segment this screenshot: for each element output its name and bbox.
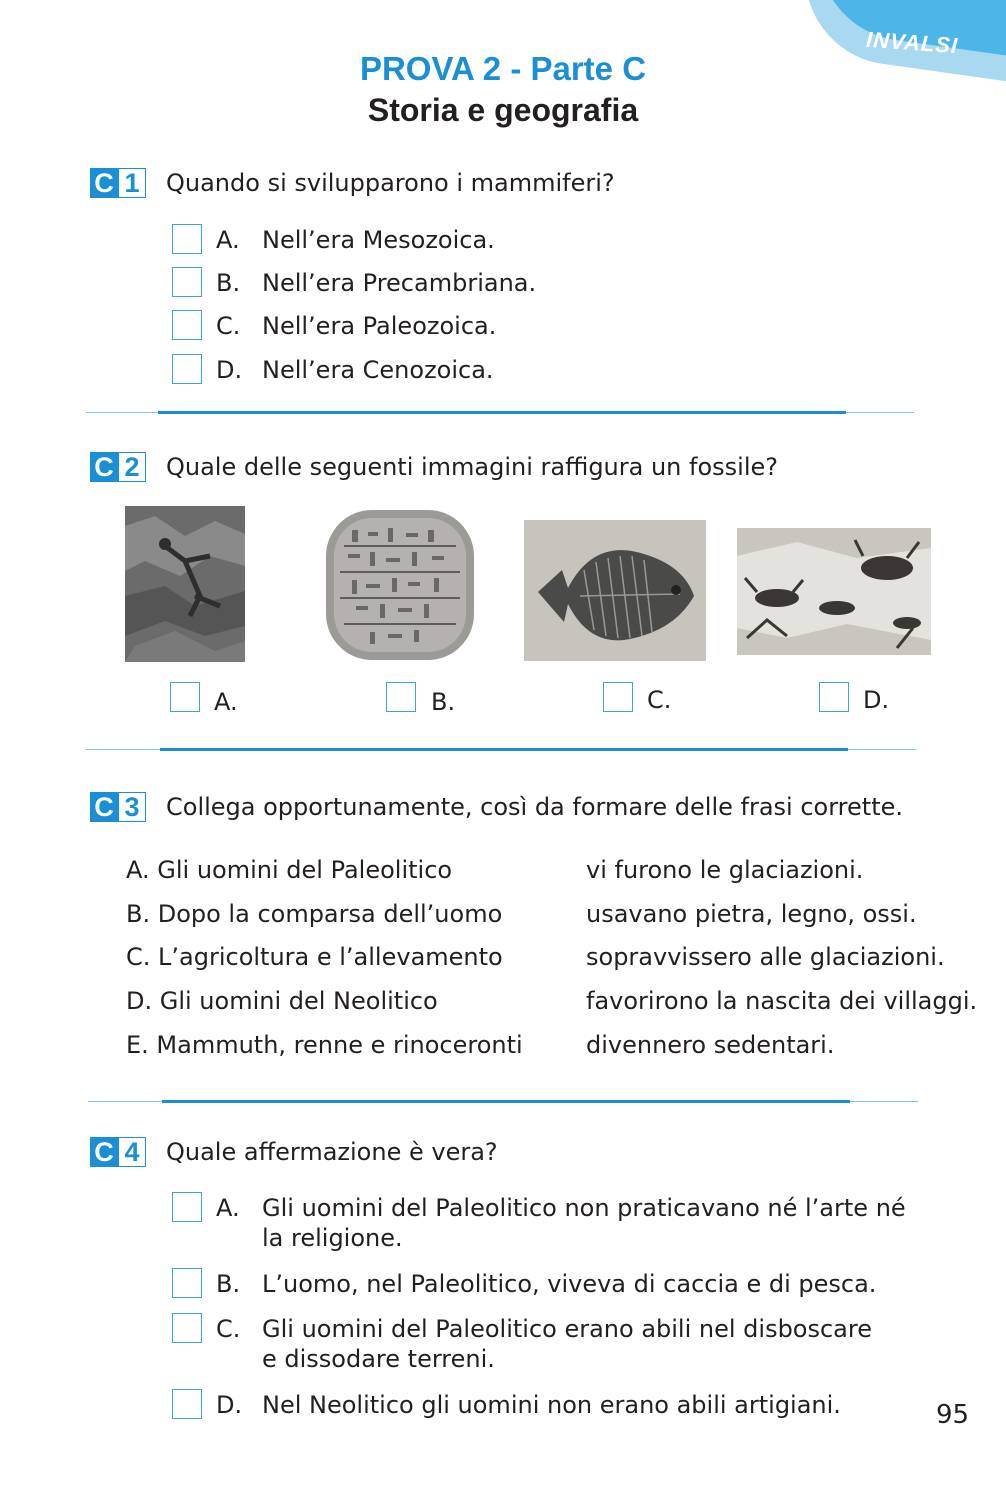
match-left-a[interactable]: A. Gli uomini del Paleolitico <box>126 856 453 884</box>
badge-number: 2 <box>118 452 146 482</box>
question-badge-c1 <box>90 168 146 198</box>
badge-number: 1 <box>118 168 146 198</box>
option-text-line1: Gli uomini del Paleolitico non praticavano né l’arte né <box>262 1194 906 1222</box>
match-right-1[interactable]: vi furono le glaciazioni. <box>586 856 864 884</box>
option-text: Nell’era Cenozoica. <box>262 356 494 384</box>
option-text-line2: la religione. <box>262 1224 403 1252</box>
badge-letter: C <box>90 792 118 822</box>
option-c4-c <box>216 1314 936 1374</box>
checkbox-c2-d[interactable] <box>819 682 849 712</box>
question-c1-text: Quando si svilupparono i mammiferi? <box>166 169 615 197</box>
match-left-b[interactable]: B. Dopo la comparsa dell’uomo <box>126 900 503 928</box>
rock-painting-image <box>125 506 245 662</box>
divider-accent <box>162 1100 850 1103</box>
option-c1-c <box>216 311 496 341</box>
cave-painting-image <box>737 528 931 655</box>
checkbox-c1-b[interactable] <box>172 267 202 297</box>
checkbox-c4-b[interactable] <box>172 1268 202 1298</box>
divider-accent <box>160 748 848 751</box>
option-c2-c: C. <box>647 686 672 714</box>
invalsi-label: INVALSI <box>865 26 959 59</box>
page-number: 95 <box>936 1400 970 1430</box>
option-text-line2: e dissodare terreni. <box>262 1345 495 1373</box>
checkbox-c1-a[interactable] <box>172 224 202 254</box>
option-c2-d: D. <box>863 686 890 714</box>
option-text: Nell’era Precambriana. <box>262 269 537 297</box>
option-c2-b: B. <box>431 688 456 716</box>
question-badge-c3 <box>90 792 146 822</box>
page-title: PROVA 2 - Parte C <box>359 50 647 87</box>
checkbox-c2-a[interactable] <box>170 682 200 712</box>
option-letter: D. <box>216 356 243 384</box>
match-left-e[interactable]: E. Mammuth, renne e rinoceronti <box>126 1031 523 1059</box>
question-c2-text: Quale delle seguenti immagini raffigura un fossile? <box>166 453 778 481</box>
option-letter: C. <box>216 1315 241 1343</box>
option-text: Nell’era Mesozoica. <box>262 226 495 254</box>
option-letter: D. <box>216 1391 243 1419</box>
match-right-3[interactable]: sopravvissero alle glaciazioni. <box>586 943 945 971</box>
question-c4-text: Quale affermazione è vera? <box>166 1138 498 1166</box>
checkbox-c2-c[interactable] <box>603 682 633 712</box>
option-c1-d <box>216 355 494 385</box>
option-c4-a <box>216 1193 936 1253</box>
fish-fossil-image <box>524 520 706 661</box>
divider-accent <box>158 411 846 414</box>
option-c4-d <box>216 1390 936 1420</box>
cuneiform-tablet-image <box>322 506 478 664</box>
page-subtitle: Storia e geografia <box>367 92 639 128</box>
option-letter: A. <box>216 1194 240 1222</box>
option-c2-a: A. <box>214 688 238 716</box>
checkbox-c4-a[interactable] <box>172 1192 202 1222</box>
badge-letter: C <box>90 1137 118 1167</box>
question-badge-c4 <box>90 1137 146 1167</box>
badge-number: 4 <box>118 1137 146 1167</box>
checkbox-c4-c[interactable] <box>172 1313 202 1343</box>
badge-letter: C <box>90 168 118 198</box>
option-c1-a <box>216 225 495 255</box>
checkbox-c1-d[interactable] <box>172 354 202 384</box>
option-letter: B. <box>216 1270 241 1298</box>
option-letter: A. <box>216 226 240 254</box>
match-left-c[interactable]: C. L’agricoltura e l’allevamento <box>126 943 503 971</box>
question-badge-c2 <box>90 452 146 482</box>
option-c4-b <box>216 1269 936 1299</box>
checkbox-c2-b[interactable] <box>386 682 416 712</box>
checkbox-c4-d[interactable] <box>172 1389 202 1419</box>
option-text-line1: Nel Neolitico gli uomini non erano abili artigiani. <box>262 1391 841 1419</box>
option-c1-b <box>216 268 536 298</box>
match-right-5[interactable]: divennero sedentari. <box>586 1031 835 1059</box>
option-text-line1: Gli uomini del Paleolitico erano abili nel disboscare <box>262 1315 872 1343</box>
match-right-2[interactable]: usavano pietra, legno, ossi. <box>586 900 917 928</box>
checkbox-c1-c[interactable] <box>172 310 202 340</box>
match-right-4[interactable]: favorirono la nascita dei villaggi. <box>586 987 978 1015</box>
badge-number: 3 <box>118 792 146 822</box>
match-left-d[interactable]: D. Gli uomini del Neolitico <box>126 987 438 1015</box>
badge-letter: C <box>90 452 118 482</box>
option-letter: B. <box>216 269 241 297</box>
option-text-line1: L’uomo, nel Paleolitico, viveva di caccia e di pesca. <box>262 1270 877 1298</box>
question-c3-text: Collega opportunamente, così da formare delle frasi corrette. <box>166 793 903 821</box>
option-letter: C. <box>216 312 241 340</box>
option-text: Nell’era Paleozoica. <box>262 312 497 340</box>
